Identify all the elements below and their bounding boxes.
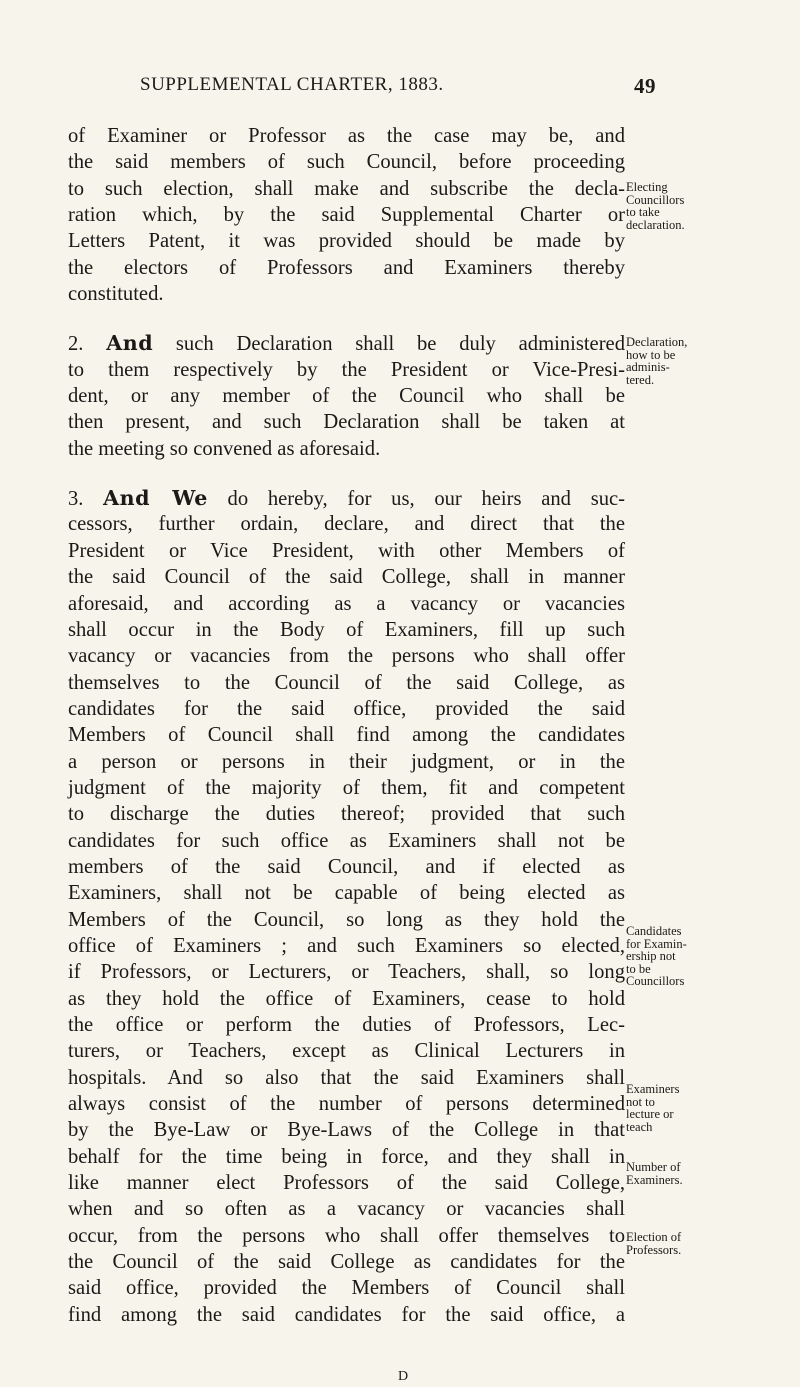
blackletter-word: And We [103,486,208,511]
margin-note-electing-councillors [626,181,738,231]
margin-note-line: Electing [626,180,668,194]
text-line [68,485,625,511]
text-line: turers, or Teachers, except as Clinical Lecturers in [68,1040,625,1063]
margin-note-number-of-examiners [626,1161,738,1186]
text-line [68,1328,625,1354]
text-line: hospitals. And so also that the said Examiners shall [68,1066,625,1089]
margin-note-line: to take [626,205,660,220]
text-line: to discharge the duties thereof; provided that such [68,803,625,826]
text-line: the office or perform the duties of Professors, Lec- [68,1014,625,1036]
text-line: always consist of the number of persons determined [68,1093,625,1116]
text-line: said office, provided the Members of Council shall [68,1277,625,1300]
margin-note-line: tered. [626,372,655,387]
margin-note-line: to be [626,961,651,976]
text-line: ration which, by the said Supplemental Charter or [68,204,625,227]
text-line: Examiners, shall not be capable of being elected as [68,882,625,905]
signature-mark: D [398,1369,409,1384]
text-line: the Council of the said College as candidates for the [68,1251,625,1274]
margin-note-line: declaration. [626,217,685,232]
margin-note-line: not to [626,1094,655,1109]
clause-number: 3. [68,488,104,511]
text-line: shall occur in the Body of Examiners, fill up such [68,618,625,641]
blackletter-word: And [106,331,154,356]
margin-note-election-of-professors [626,1231,738,1256]
text-line: then present, and such Declaration shall be taken at [68,411,625,434]
text-line: of Examiner or Professor as the case may be, and [68,125,625,147]
text-line: the meeting so convened as aforesaid. [68,437,381,460]
text-line: by the Bye-Law or Bye-Laws of the College in that [68,1119,625,1142]
paragraph-3 [68,485,625,1354]
text-line: the electors of Professors and Examiners thereby [68,256,625,279]
paragraph-1 [68,123,625,307]
margin-note-candidates [626,925,738,988]
margin-note-line: Councillors [626,192,685,207]
margin-note-examiners-not-teach [626,1083,738,1133]
margin-note-line: teach [626,1119,653,1134]
text-line: Members of Council shall find among the candidates [68,724,625,747]
text-line: cessors, further ordain, declare, and direct that the [68,513,625,536]
text-line: when and so often as a vacancy or vacancies shall [68,1198,625,1221]
margin-note-line: Examiners [626,1082,680,1096]
text-line: aforesaid, and according as a vacancy or vacancies [68,592,625,615]
margin-note-line: Councillors [626,974,685,989]
page-number: 49 [634,74,656,98]
text-line: dent, or any member of the Council who shall be [68,385,625,408]
running-title: SUPPLEMENTAL CHARTER, 1883. [140,74,444,95]
text-line [68,330,625,356]
clause-number: 2. [68,333,107,356]
text-line: like manner elect Professors of the said College, [68,1172,625,1195]
text-line: to such election, shall make and subscribe the decla- [68,177,625,200]
text-line: vacancy or vacancies from the persons who shall offer [68,645,625,668]
text-line: President or Vice President, with other Members of [68,539,625,562]
margin-note-line: Number of [626,1160,681,1174]
body-text [68,123,625,1354]
margin-note-line: adminis- [626,360,670,375]
margin-note-line: Candidates [626,924,682,938]
page-header [140,74,656,100]
margin-note-line: Examiners. [626,1172,683,1187]
margin-note-line: Professors. [626,1242,682,1257]
text-line: office of Examiners ; and such Examiners so elected, [68,934,625,957]
text-line: occur, from the persons who shall offer themselves to [68,1224,625,1247]
text-line: Letters Patent, it was provided should be made by [68,230,625,253]
margin-note-line: how to be [626,347,676,362]
text-line: judgment of the majority of them, fit and competent [68,776,625,799]
margin-note-line: Election of [626,1230,682,1244]
text-line: to them respectively by the President or Vice-Presi- [68,358,625,381]
line-text: such Declaration shall be duly administered [153,333,625,356]
paragraph-2 [68,330,625,462]
text-line: if Professors, or Lecturers, or Teachers, shall, so long [68,961,625,984]
margin-note-line: ership not [626,949,676,964]
text-line: candidates for such office as Examiners shall not be [68,829,625,852]
text-line: Members of the Council, so long as they hold the [68,908,625,931]
text-line: themselves to the Council of the said College, as [68,671,625,694]
text-line: the said members of such Council, before proceeding [68,151,625,174]
text-line: as they hold the office of Examiners, cease to hold [68,987,625,1010]
margin-note-line: for Examin- [626,936,687,951]
text-line: a person or persons in their judgment, or in the [68,750,625,773]
text-line: constituted. [68,283,164,306]
line-text: do hereby, for us, our heirs and suc- [207,488,626,511]
text-line: candidates for the said office, provided the said [68,697,625,720]
margin-note-declaration [626,336,738,386]
margin-note-line: lecture or [626,1107,674,1122]
text-line: behalf for the time being in force, and they shall in [68,1145,625,1168]
text-line: find among the said candidates for the said office, a [68,1303,625,1326]
text-line: members of the said Council, and if elected as [68,855,625,878]
margin-note-line: Declaration, [626,335,688,349]
text-line: the said Council of the said College, shall in manner [68,566,625,589]
